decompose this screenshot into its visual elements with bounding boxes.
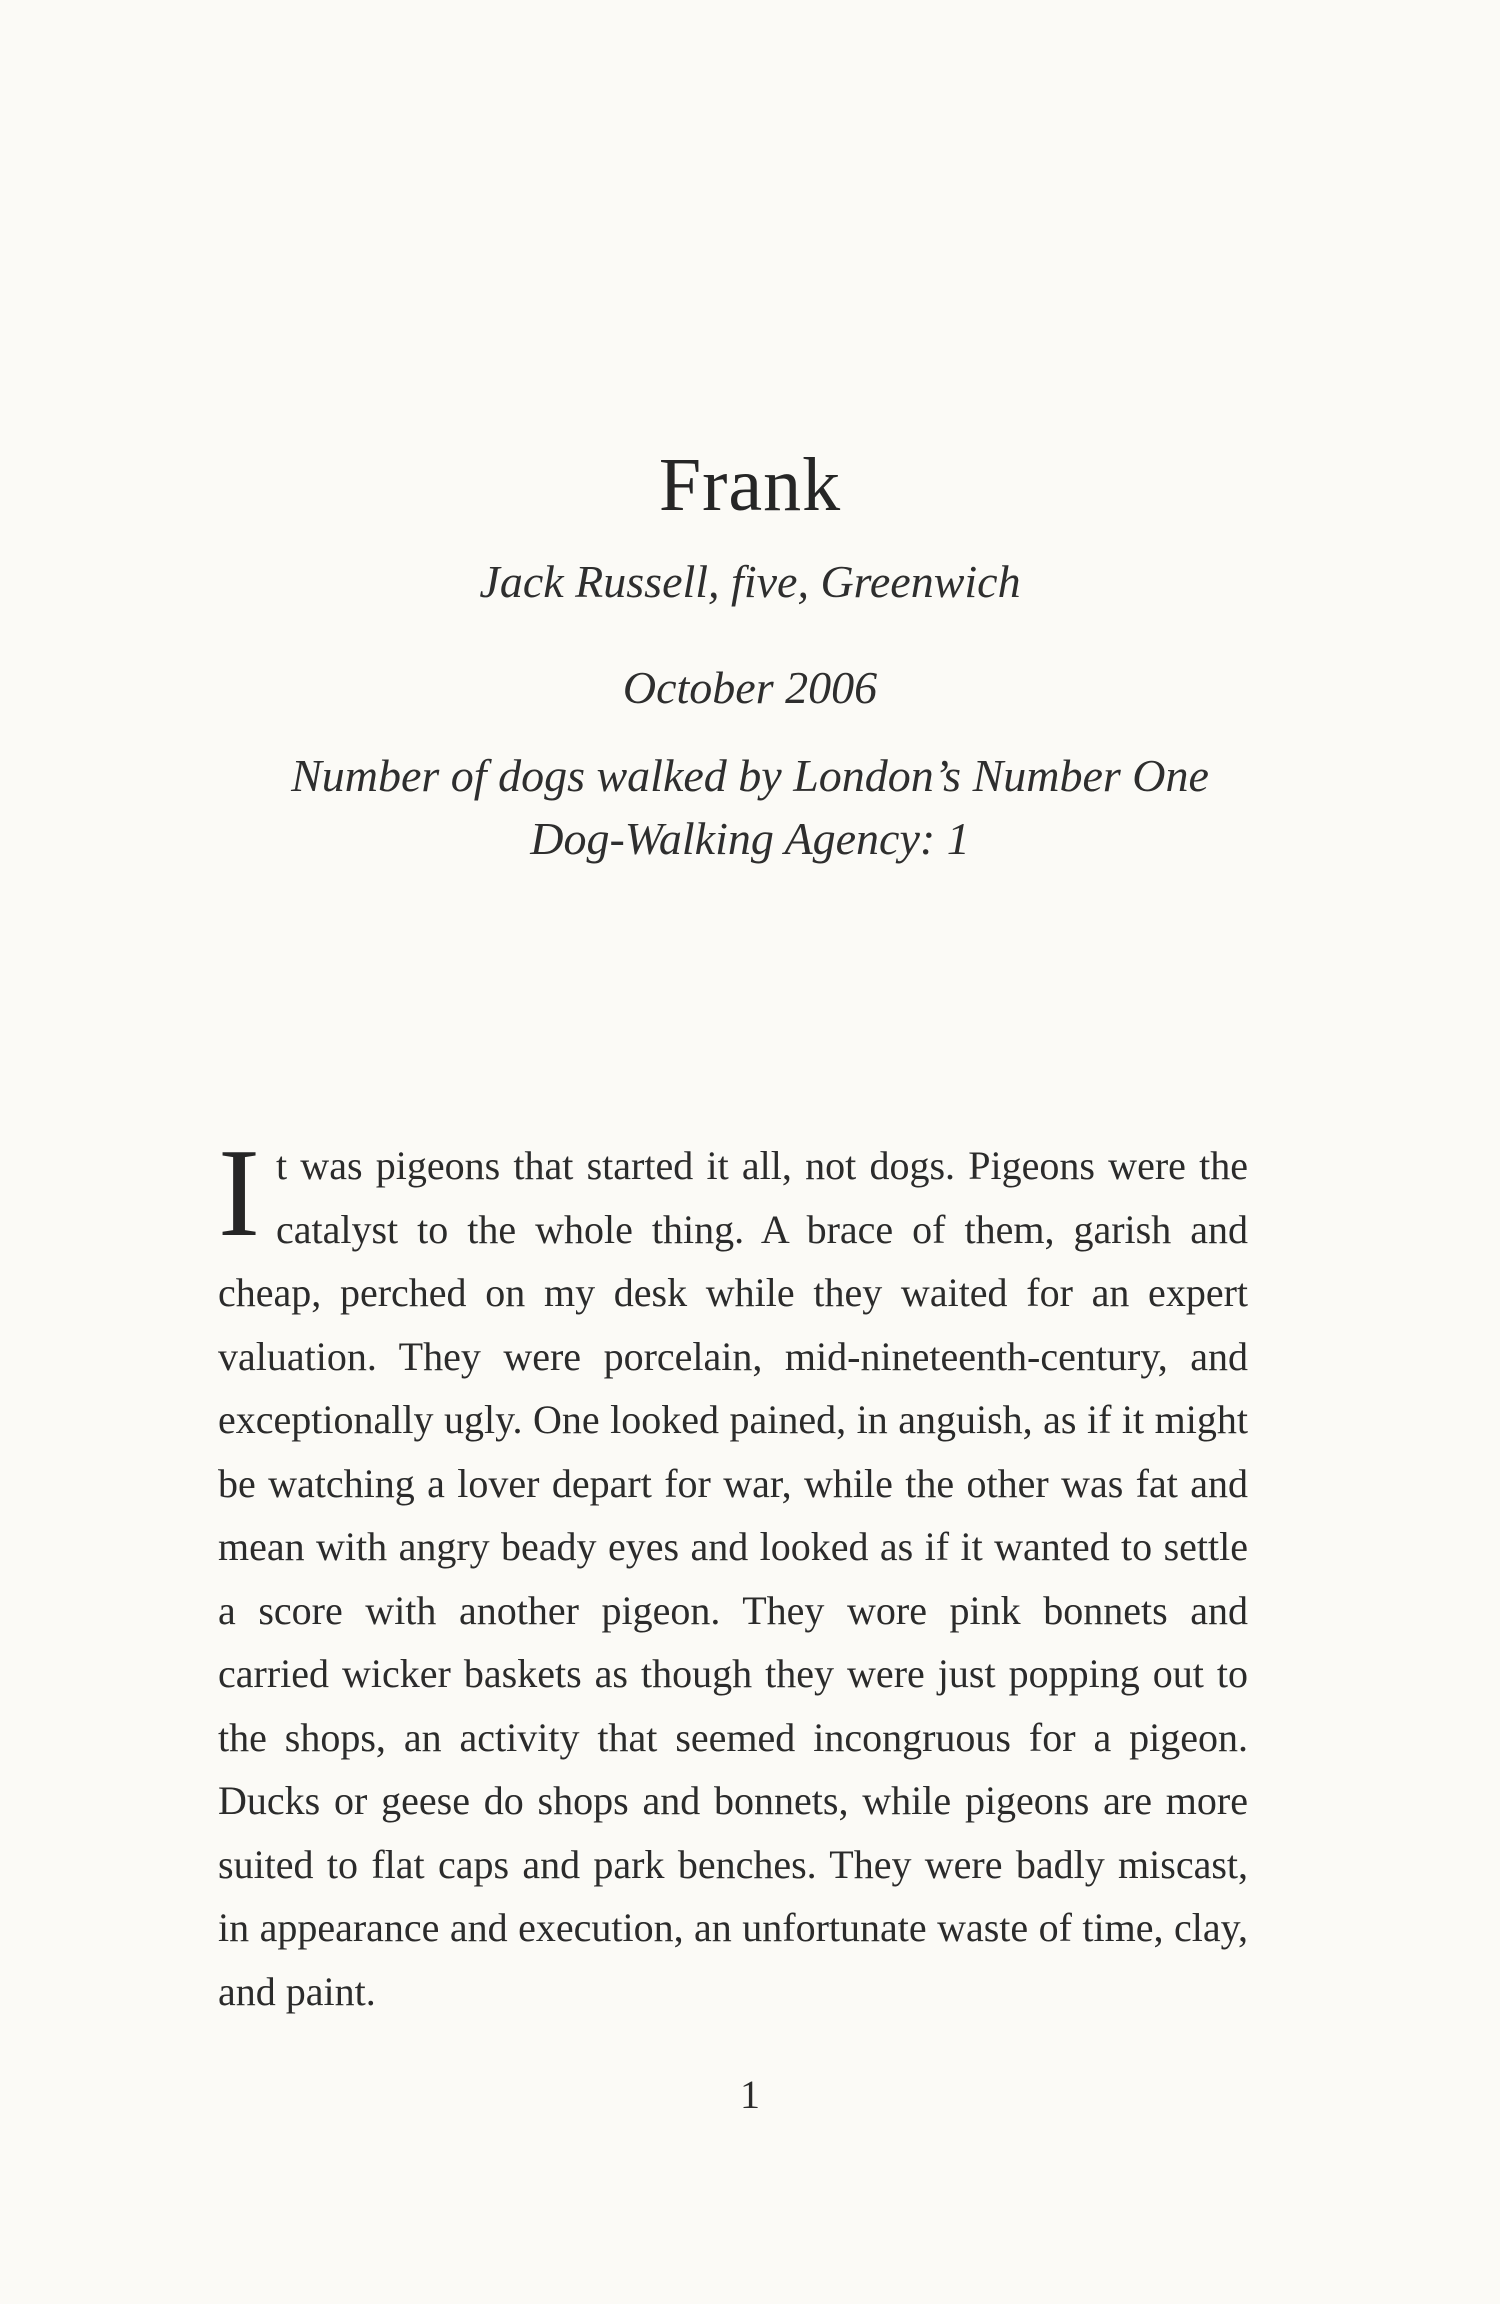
paragraph-text: t was pigeons that started it all, not dogs. Pigeons were the catalyst to the whole thing. A brace of them, garish and cheap, perched on my desk while they waited for an expert valuation. They were porcelain, mid-nineteenth-century, and exceptionally ugly. One looked pained, in anguish, as if it might be watching a lover depart for war, while the other was fat and mean with angry beady eyes and looked as if it wanted to settle a score with another pigeon. They wore pink bonnets and carried wicker baskets as though they were just popping out to the shops, an activity that seemed incongruous for a pigeon. Ducks or geese do shops and bonnets, while pigeons are more suited to flat caps and park benches. They were badly miscast, in appearance and execution, an unfortunate waste of time, clay, and paint.: [218, 1143, 1248, 2014]
chapter-subtitle: Jack Russell, five, Greenwich: [479, 556, 1021, 607]
dog-count-line: Number of dogs walked by London’s Number One Dog-Walking Agency: 1: [291, 750, 1209, 864]
drop-cap: I: [218, 1124, 260, 1263]
body-paragraph: [218, 1124, 1248, 2023]
chapter-title: Frank: [658, 443, 842, 527]
page-number: 1: [740, 2072, 760, 2117]
chapter-date: October 2006: [622, 662, 878, 713]
